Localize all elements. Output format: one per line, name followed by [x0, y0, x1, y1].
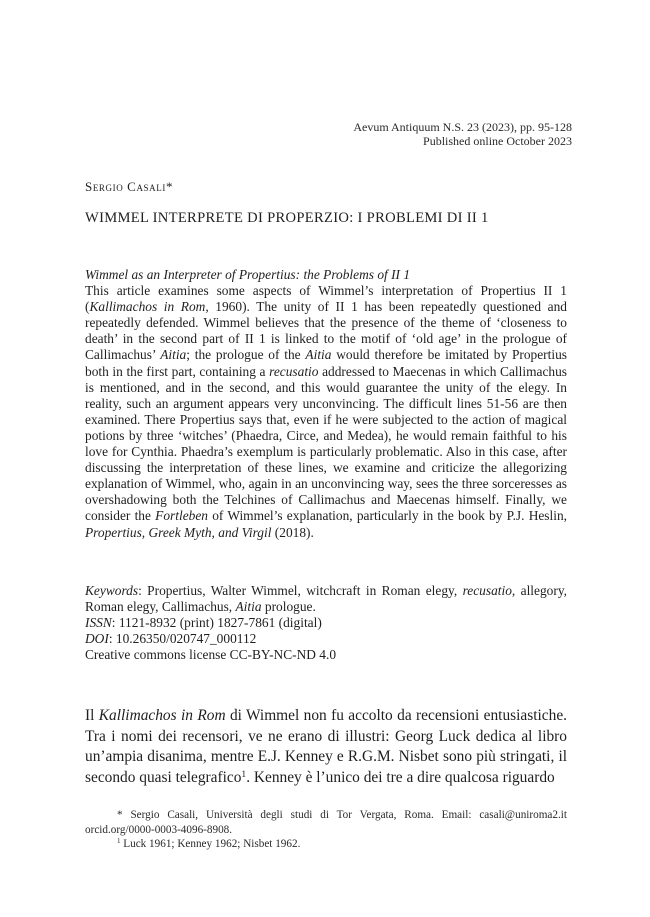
keywords: Keywords: Propertius, Walter Wimmel, witchcraft in Roman elegy, recusatio, allegory, Roman elegy, Callimachus, Aitia prologue.: [85, 583, 567, 615]
journal-citation: Aevum Antiquum N.S. 23 (2023), pp. 95-128: [353, 120, 572, 134]
article-metadata: [85, 583, 567, 663]
publication-date: Published online October 2023: [423, 134, 572, 148]
footnotes: [85, 808, 567, 852]
abstract-text: This article examines some aspects of Wimmel’s interpretation of Propertius II 1 (Kallimachos in Rom, 1960). The unity of II 1 has been repeatedly questioned and repeatedly defended. Wimmel believes that the presence of the theme of ‘closeness to death’ in the second part of II 1 is linked to the motif of ‘old age’ in the prologue of Callimachus’ Aitia; the prologue of the Aitia would therefore be imitated by Propertius both in the first part, containing a recusatio addressed to Maecenas in which Callimachus is mentioned, and in the second, and this would guarantee the unity of the elegy. In reality, such an argument appears very unconvincing. The difficult lines 51-56 are then examined. There Propertius says that, even if he were subjected to the action of magical potions by three ‘witches’ (Phaedra, Circe, and Medea), he would remain faithful to his love for Cynthia. Phaedra’s exemplum is particularly problematic. Also in this case, after discussing the interpretation of these lines, we examine and criticize the allegorizing explanation of Wimmel, who, again in an unconvincing way, sees the three sorceresses as overshadowing both the Telchines of Callimachus and Maecenas himself. Finally, we consider the Fortleben of Wimmel’s explanation, particularly in the book by P.J. Heslin, Propertius, Greek Myth, and Virgil (2018).: [85, 283, 568, 540]
doi[interactable]: DOI: 10.26350/020747_000112: [85, 631, 257, 647]
footnote-author: * Sergio Casali, Università degli studi di Tor Vergata, Roma. Email: casali@uniroma2.it orcid.org/0000-0003-4096-8908.: [85, 809, 567, 836]
issn: ISSN: 1121-8932 (print) 1827-7861 (digital): [85, 615, 322, 631]
article-title: WIMMEL INTERPRETE DI PROPERZIO: I PROBLEMI DI II 1: [85, 210, 489, 226]
license: Creative commons license CC-BY-NC-ND 4.0: [85, 647, 337, 663]
author-name: Sergio Casali*: [85, 179, 174, 194]
body-paragraph: Il Kallimachos in Rom di Wimmel non fu accolto da recensioni entusiastiche. Tra i nomi dei recensori, ve ne erano di illustri: Georg Luck dedica al libro un’ampia disanima, mentre E.J. Kenney e R.G.M. Nisbet sono più stringati, il secondo quasi telegrafico$^1$. Kenney è l’unico dei tre a dire qualcosa riguardo: [85, 707, 568, 786]
footnote-ref-1[interactable]: 1: [241, 768, 247, 780]
abstract-title: Wimmel as an Interpreter of Propertius: the Problems of II 1: [85, 267, 411, 282]
journal-header: [353, 120, 572, 148]
body-text: [85, 706, 567, 788]
footnote-1: $^1$ Luck 1961; Kenney 1962; Nisbet 1962.: [117, 837, 301, 850]
abstract: [85, 267, 567, 541]
